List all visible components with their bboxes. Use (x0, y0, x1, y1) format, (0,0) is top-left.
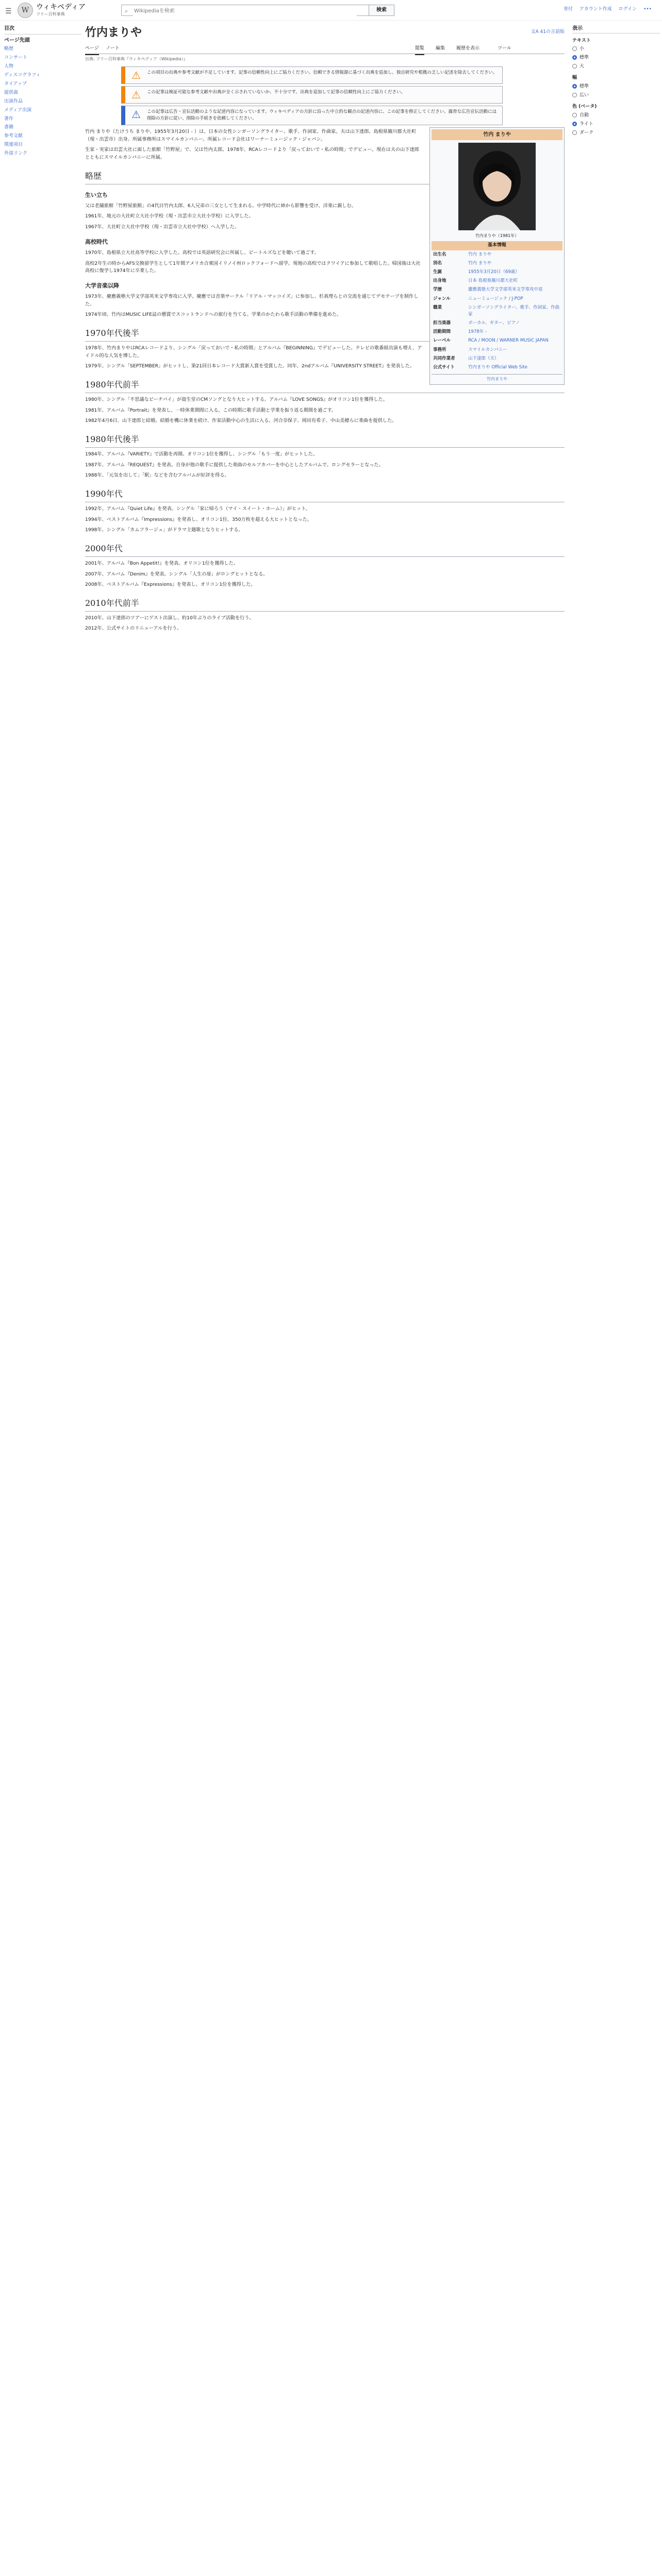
appearance-panel (572, 25, 660, 139)
infobox-value[interactable]: ニューミュージック / J-POP (468, 296, 523, 301)
text-size-large[interactable] (572, 63, 660, 71)
option-label: 標準 (580, 55, 589, 61)
site-header (0, 0, 662, 21)
section-paragraph: 1979年、シングル「SEPTEMBER」がヒットし、第21回日本レコード大賞新人賞を受賞した。同年、2ndアルバム『UNIVERSITY STREET』を発表した。 (85, 363, 415, 369)
subsection-heading: 生い立ち (85, 191, 108, 198)
section-paragraph: 1998年、シングル「カムフラージュ」がドラマ主題歌となりヒットする。 (85, 527, 243, 533)
text-size-small[interactable] (572, 46, 660, 53)
infobox-key: 担当楽器 (433, 320, 451, 326)
radio-icon[interactable] (572, 64, 577, 69)
appearance-header: 表示 (572, 25, 660, 33)
infobox-row (432, 250, 562, 259)
infobox-table (432, 250, 562, 372)
infobox-value[interactable]: 慶應義塾大学文学部英米文学専攻中退 (468, 287, 543, 293)
section-title: 1980年代前半 (85, 380, 139, 390)
section-title: 略歴 (85, 171, 102, 181)
radio-icon[interactable] (572, 130, 577, 135)
section-paragraph: 2010年、山下達郎のツアーにゲスト出演し、約10年ぶりのライブ活動を行う。 (85, 615, 254, 621)
section-paragraph: 1981年、アルバム『Portrait』を発表し、一時休業期間に入る。この時期に歌手活動と学業を振り返る期間を過ごす。 (85, 407, 337, 413)
infobox-key: 学歴 (433, 287, 442, 293)
language-button[interactable]: 文A 41の言語版 (531, 29, 565, 35)
portrait-photo[interactable] (458, 143, 536, 230)
infobox-key: 別名 (433, 260, 442, 266)
warning-icon: ⚠ (131, 89, 141, 101)
width-wide[interactable] (572, 92, 660, 99)
section-paragraph: 2007年、アルバム『Denim』を発表。シングル「人生の扉」がロングヒットとなる。 (85, 571, 268, 577)
infobox-value[interactable]: 竹内 まりや (468, 251, 492, 257)
infobox-value[interactable]: シンガーソングライター、歌手、作詞家、作曲家 (468, 304, 560, 317)
text-size-standard[interactable] (572, 55, 660, 62)
infobox-row (432, 303, 562, 319)
option-label: 標準 (580, 84, 589, 90)
infobox-header: 竹内 まりや (432, 129, 562, 141)
option-label: 小 (580, 46, 585, 52)
infobox-value[interactable]: スマイルカンパニー (468, 347, 507, 352)
search-icon: ⌕ (125, 8, 128, 14)
section-heading (85, 488, 565, 502)
color-label: 色 (ベータ) (572, 104, 597, 110)
page-title: 竹内まりや (85, 26, 142, 39)
notice-box (121, 86, 503, 104)
from-wikipedia: 出典: フリー百科事典『ウィキペディア（Wikipedia）』 (85, 57, 188, 61)
tagline: フリー百科事典 (36, 12, 65, 16)
toc-item[interactable]: ディスコグラフィ (4, 72, 41, 78)
infobox-value[interactable]: 1955年3月20日（69歳） (468, 269, 520, 275)
toc-item[interactable]: 外部リンク (4, 151, 27, 157)
section-paragraph: 2008年、ベストアルバム『Expressions』を発表し、オリコン1位を獲得した。 (85, 582, 256, 588)
infobox-value[interactable]: 1978年 - (468, 329, 487, 335)
subsection-heading: 大学音楽以降 (85, 282, 119, 289)
section-paragraph: 1984年、アルバム『VARIETY』で活動を再開。オリコン1位を獲得し、シングル「もう一度」がヒットした。 (85, 451, 318, 457)
toc-item[interactable]: 出演作品 (4, 98, 23, 104)
radio-icon[interactable] (572, 113, 577, 117)
page-tabs (85, 42, 565, 54)
toc-item[interactable]: コンサート (4, 55, 28, 60)
more-menu[interactable]: ••• (643, 7, 652, 12)
toc-top[interactable]: ページ先頭 (4, 37, 30, 43)
section-title: 2010年代前半 (85, 598, 139, 608)
radio-icon[interactable] (572, 93, 577, 97)
radio-icon[interactable] (572, 46, 577, 51)
infobox-value[interactable]: RCA / MOON / WARNER MUSIC JAPAN (468, 338, 549, 344)
search-box (121, 5, 394, 16)
infobox (429, 127, 565, 385)
notice-text: この記事は広告・宣伝活動のような記述内容になっています。ウィキペディアの方針に沿った中立的な観点の記述内容に、この記事を修正してください。露骨な広告宣伝活動には削除の方針に従い、削除の手続きを依頼してください。 (147, 109, 497, 122)
section-paragraph: 1980年、シングル「不思議なピーチパイ」が資生堂のCMソングとなり大ヒットする。アルバム『LOVE SONGS』がオリコン1位を獲得した。 (85, 396, 388, 402)
section-title: 1980年代後半 (85, 434, 139, 445)
infobox-row (432, 336, 562, 345)
section-heading (85, 543, 565, 557)
donate-link[interactable]: 寄付 (563, 7, 573, 12)
search-input[interactable] (133, 6, 357, 16)
color-light[interactable] (572, 121, 660, 128)
toc-sidebar (4, 25, 81, 159)
toc-item[interactable]: 参考文献 (4, 133, 23, 139)
tab-tools[interactable]: ツール (498, 46, 511, 51)
section-paragraph: 1967年、大社町立大社中学校（現・出雲市立大社中学校）へ入学した。 (85, 224, 240, 230)
infobox-footer-link[interactable]: 竹内まりや (432, 374, 562, 382)
infobox-key: 公式サイト (433, 364, 455, 370)
width-label: 幅 (572, 75, 577, 81)
infobox-value[interactable]: 竹内 まりや (468, 260, 492, 266)
infobox-row (432, 268, 562, 277)
toc-item[interactable]: メディア出演 (4, 107, 32, 113)
toc-item[interactable]: 著作 (4, 116, 14, 122)
notice-box (121, 106, 503, 125)
section-paragraph: 1982年4月6日、山下達郎と結婚。結婚を機に休業を続け、作家活動中心の生活に入る。河合奈保子、岡田有希子、中山美穂らに楽曲を提供した。 (85, 418, 397, 424)
tab-edit[interactable]: 編集 (436, 46, 445, 51)
warning-icon: ⚠ (131, 108, 141, 121)
infobox-key: レーベル (433, 338, 451, 344)
section-paragraph: 1978年、竹内まりやはRCAレコードより、シングル「戻っておいで・私の時間」とアルバム『BEGINNING』でデビューした。テレビの歌番組出演も増え、アイドル的な人気を博した。 (85, 345, 422, 359)
option-label: ダーク (580, 130, 594, 135)
lead-paragraph: 竹内 まりや（たけうち まりや、1955年3月20日 - ）は、日本の女性シンガーソングライター、歌手、作詞家、作曲家。夫は山下達郎。島根県簸川郡大社町（現・出雲市）出身。所属事務所はスマイルカンパニー。所属レコード会社はワーナーミュージック・ジャパン。 (85, 128, 417, 142)
infobox-key: ジャンル (433, 296, 451, 301)
infobox-key: 出生名 (433, 251, 446, 257)
width-standard[interactable] (572, 83, 660, 91)
section-paragraph: 2012年、公式サイトのリニューアルを行う。 (85, 625, 182, 632)
infobox-value[interactable]: 竹内まりや Official Web Site (468, 364, 527, 370)
option-label: 広い (580, 93, 589, 98)
notice-text: この記事は検証可能な参考文献や出典が全く示されていないか、不十分です。出典を追加して記事の信頼性向上にご協力ください。 (147, 90, 405, 95)
infobox-row (432, 363, 562, 372)
infobox-section: 基本情報 (432, 241, 562, 250)
tab-read[interactable]: 閲覧 (415, 45, 424, 55)
login-link[interactable]: ログイン (618, 7, 637, 12)
text-size-label: テキスト (572, 38, 591, 43)
infobox-value[interactable]: 山下達郎（夫） (468, 355, 499, 361)
section-paragraph: 2001年、アルバム『Bon Appetit!』を発表。オリコン1位を獲得した。 (85, 560, 239, 566)
option-label: 自動 (580, 113, 589, 118)
menu-icon[interactable]: ☰ (5, 7, 12, 15)
option-label: ライト (580, 121, 593, 127)
section-paragraph: 1992年、アルバム『Quiet Life』を発表。シングル「家に帰ろう（マイ・スイート・ホーム）」がヒット。 (85, 505, 310, 512)
infobox-row (432, 277, 562, 285)
infobox-key: 職業 (433, 304, 442, 310)
infobox-key: 生誕 (433, 269, 442, 275)
section-title: 2000年代 (85, 543, 123, 553)
infobox-key: 共同作業者 (433, 355, 455, 361)
radio-icon[interactable] (572, 55, 577, 60)
section-paragraph: 1988年、「元気を出して」「駅」などを含むアルバムが好評を得る。 (85, 472, 229, 479)
search-button[interactable]: 検索 (369, 5, 394, 16)
section-paragraph: 1973年、慶應義塾大学文学部英米文学専攻に入学。慶應では音楽サークル「リアル・マッコイズ」に参加し、杉真理らとの交流を通じてデモテープを制作した。 (85, 294, 419, 307)
toc-item[interactable]: 人物 (4, 63, 14, 69)
infobox-row (432, 285, 562, 294)
lead-paragraph-2: 生家・実家は出雲大社に面した旅館「竹野屋」で、父は竹内太郎。1978年、RCAレコードより「戻っておいで・私の時間」でデビュー。現在は夫の山下達郎とともにスマイルカンパニーに所属。 (85, 147, 419, 161)
portrait-image (458, 143, 536, 230)
section-title: 1970年代後半 (85, 328, 139, 338)
section-heading (85, 597, 565, 612)
color-auto[interactable] (572, 112, 660, 120)
option-label: 大 (580, 64, 585, 70)
tab-history[interactable]: 履歴を表示 (456, 46, 480, 51)
section-paragraph: 1961年、地元の大社町立大社小学校（現・出雲市立大社小学校）に入学した。 (85, 213, 254, 219)
section-title: 1990年代 (85, 489, 123, 499)
color-dark[interactable] (572, 130, 660, 137)
toc-item[interactable]: 提供曲 (4, 90, 19, 95)
section-paragraph: 高校2年生の時からAFS交換留学生として1年間アメリカ合衆国イリノイ州ロックフォードへ留学。現地の高校ではクワイアに参加して歌唱した。帰国後は大社高校に復学し1974年に卒業した。 (85, 260, 421, 274)
infobox-value[interactable]: 日本 島根県簸川郡大社町 (468, 278, 518, 284)
portrait-caption: 竹内まりや（1981年） (475, 233, 519, 239)
toc-item[interactable]: 書籍 (4, 125, 14, 130)
toc-item[interactable]: 関連項目 (4, 142, 23, 148)
section-paragraph: 1974年頃、竹内はMUSIC LIFE誌の懸賞でスコットランドへの旅行を当てる。学業のかたわら歌手活動の準備を進めた。 (85, 312, 342, 318)
subsection-heading: 高校時代 (85, 238, 108, 245)
section-paragraph: 1994年、ベストアルバム『Impressions』を発表し、オリコン1位、350万枚を超える大ヒットとなった。 (85, 516, 312, 522)
section-paragraph: 1970年、島根県立大社高等学校に入学した。高校では英語研究会に所属し、ビートルズなどを聴いて過ごす。 (85, 249, 319, 256)
infobox-row (432, 346, 562, 354)
infobox-row (432, 319, 562, 328)
tab-talk[interactable]: ノート (106, 46, 120, 51)
toc-item[interactable]: タイアップ (4, 81, 27, 87)
personal-tools (558, 6, 652, 13)
radio-icon[interactable] (572, 84, 577, 89)
infobox-row (432, 328, 562, 336)
create-account-link[interactable]: アカウント作成 (579, 7, 612, 12)
warning-icon: ⚠ (131, 69, 141, 82)
infobox-value[interactable]: ボーカル、ギター、ピアノ (468, 320, 520, 326)
tab-page[interactable]: ページ (85, 45, 99, 55)
toc-item[interactable]: 略歴 (4, 46, 14, 52)
infobox-row (432, 259, 562, 268)
toc-header: 目次 (4, 25, 81, 35)
radio-icon[interactable] (572, 122, 577, 126)
section-heading (85, 433, 565, 448)
infobox-row (432, 354, 562, 363)
section-paragraph: 1987年、アルバム『REQUEST』を発表。自身が他の歌手に提供した楽曲のセルフカバーを中心としたアルバムで、ロングセラーとなった。 (85, 462, 384, 468)
infobox-key: 事務所 (433, 347, 446, 352)
notice-box (121, 66, 503, 84)
infobox-key: 出身地 (433, 278, 446, 284)
notice-text: この項目の出典や参考文献が不足しています。記事の信頼性向上にご協力ください。信頼できる情報源に基づく出典を追加し、独自研究や根拠の乏しい記述を除去してください。 (147, 70, 498, 76)
section-paragraph: 父は老舗旅館「竹野屋旅館」の4代目竹内太郎、6人兄弟の三女として生まれる。中学時代に姉から影響を受け、洋楽に親しむ。 (85, 202, 356, 209)
wordmark[interactable]: ウィキペディア (36, 3, 86, 11)
infobox-row (432, 295, 562, 303)
wikipedia-logo[interactable]: W (18, 3, 33, 18)
infobox-key: 活動期間 (433, 329, 451, 335)
main-content (85, 25, 565, 636)
